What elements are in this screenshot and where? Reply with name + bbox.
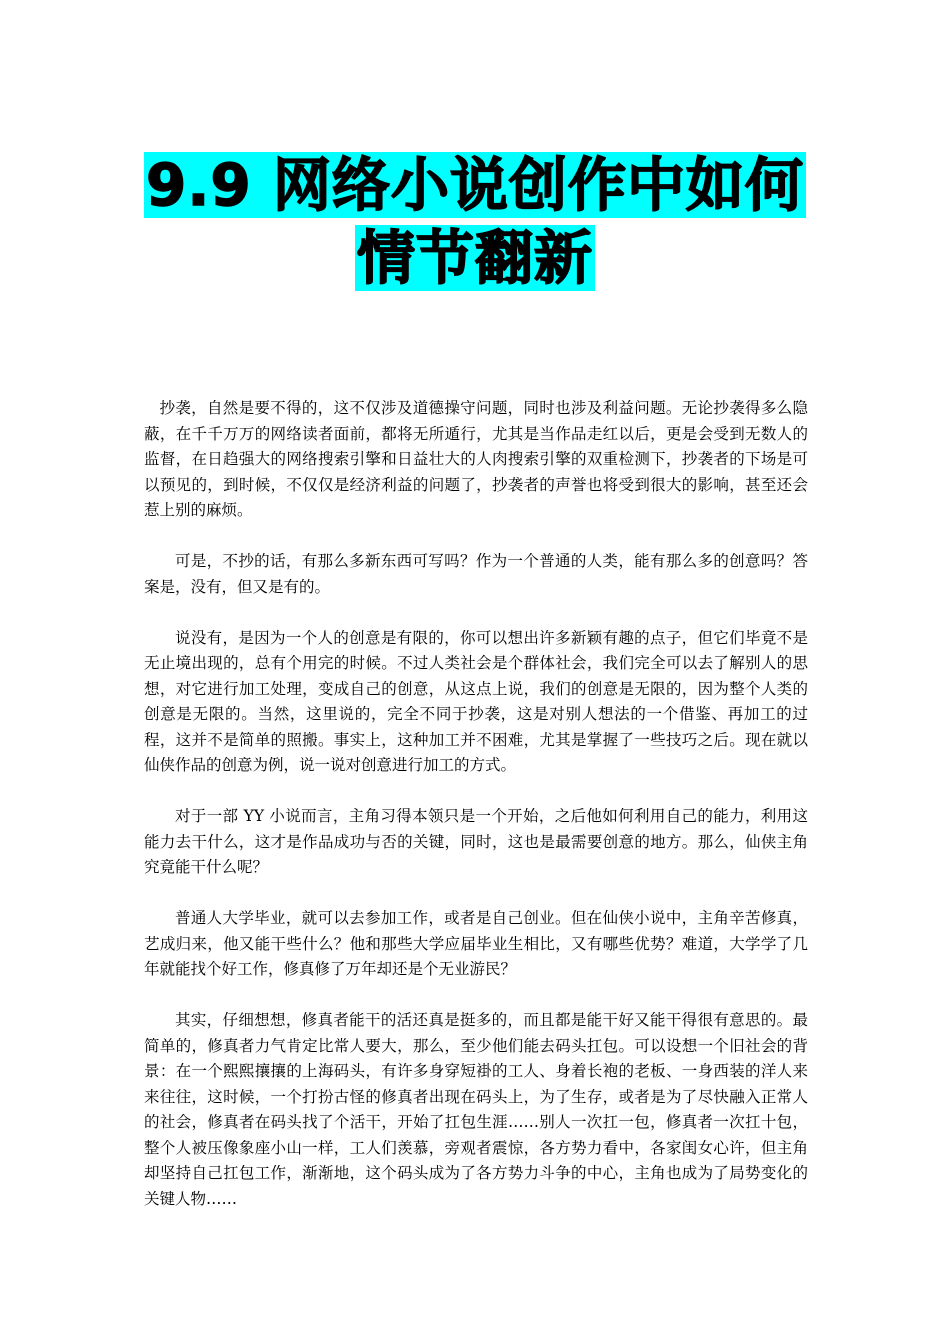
title-line-2: 情节翻新 — [356, 224, 593, 292]
paragraph-5: 普通人大学毕业，就可以去参加工作，或者是自己创业。但在仙侠小说中，主角辛苦修真，艺成归来，他又能干些什么？他和那些大学应届毕业生相比，又有哪些优势？难道，大学学了几年就能找个好工作，修真修了万年却还是个无业游民？ — [144, 909, 808, 978]
document-title — [0, 152, 950, 291]
paragraph-6: 其实，仔细想想，修真者能干的活还真是挺多的，而且都是能干好又能干得很有意思的。最简单的，修真者力气肯定比常人要大，那么，至少他们能去码头扛包。可以设想一个旧社会的背景：在一个熙熙攘攘的上海码头，有许多身穿短褂的工人、身着长袍的老板、一身西装的洋人来来往往，这时候，一个打扮古怪的修真者出现在码头上，为了生存，或者是为了尽快融入正常人的社会，修真者在码头找了个活干，开始了扛包生涯……别人一次扛一包，修真者一次扛十包，整个人被压像象座小山一样，工人们羡慕，旁观者震惊，各方势力看中，各家闺女心许，但主角却坚持自己扛包工作，渐渐地，这个码头成为了各方势力斗争的中心，主角也成为了局势变化的关键人物…… — [144, 1011, 808, 1208]
paragraph-3: 说没有，是因为一个人的创意是有限的，你可以想出许多新颖有趣的点子，但它们毕竟不是无止境出现的，总有个用完的时候。不过人类社会是个群体社会，我们完全可以去了解别人的思想，对它进行加工处理，变成自己的创意，从这点上说，我们的创意是无限的，因为整个人类的创意是无限的。当然，这里说的，完全不同于抄袭，这是对别人想法的一个借鉴、再加工的过程，这并不是简单的照搬。事实上，这种加工并不困难，尤其是掌握了一些技巧之后。现在就以仙侠作品的创意为例，说一说对创意进行加工的方式。 — [144, 628, 808, 774]
title-line-1: 9.9 网络小说创作中如何 — [146, 151, 804, 219]
document-body — [144, 396, 808, 1238]
paragraph-4: 对于一部 YY 小说而言，主角习得本领只是一个开始，之后他如何利用自己的能力，利用这能力去干什么，这才是作品成功与否的关键，同时，这也是最需要创意的地方。那么，仙侠主角究竟能干什么呢？ — [144, 807, 808, 876]
paragraph-1: 抄袭，自然是要不得的，这不仅涉及道德操守问题，同时也涉及利益问题。无论抄袭得多么隐蔽，在千千万万的网络读者面前，都将无所遁行，尤其是当作品走红以后，更是会受到无数人的监督，在日趋强大的网络搜索引擎和日益壮大的人肉搜索引擎的双重检测下，抄袭者的下场是可以预见的，到时候，不仅仅是经济利益的问题了，抄袭者的声誉也将受到很大的影响，甚至还会惹上别的麻烦。 — [144, 399, 808, 519]
paragraph-2: 可是，不抄的话，有那么多新东西可写吗？作为一个普通的人类，能有那么多的创意吗？答案是，没有，但又是有的。 — [144, 552, 808, 596]
